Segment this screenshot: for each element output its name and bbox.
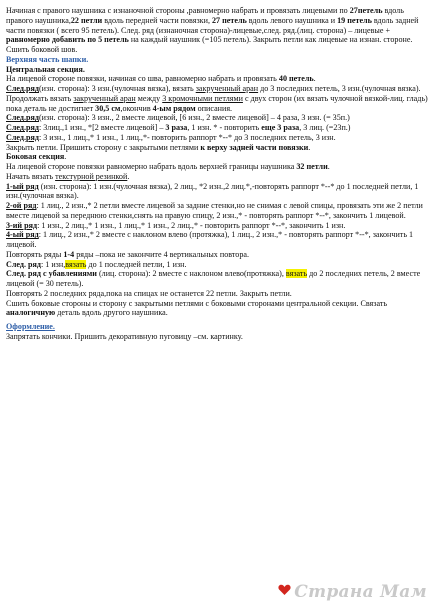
paragraph: [6, 289, 429, 299]
paragraph: [6, 74, 429, 84]
text-run: .: [127, 171, 130, 181]
paragraph: [6, 6, 429, 55]
text-run: 4-ый ряд: [6, 230, 39, 240]
text-run: След. ряд с убавлениями: [6, 269, 97, 279]
text-run: вдоль задней части повязки ( всего 95 петель). След. ряд (изнаночная сторона)-лицевые,след. ряд.(лиц. сторона) – лицевые +: [6, 15, 419, 35]
text-run: Продолжать вязать: [6, 93, 74, 103]
text-run: (изн. сторона): 1 изн.(чулочная вязка), 2 лиц., *2 изн.,2 лиц.*,-повторять раппорт *--* до 1 последней петли, 1 изн.(чулочная вязка).: [6, 181, 419, 201]
paragraph: [6, 182, 429, 202]
text-run: На лицевой стороне повязки, начиная со шва, равномерно набрать и провязать: [6, 74, 279, 84]
text-run: до 2 последних петель, 2 вместе лицевой (= 30 петель).: [6, 269, 421, 288]
text-run: вдоль правого наушника,: [6, 6, 404, 25]
text-run: до 3 последних петель, 3 изн.(чулочная вязка).: [258, 84, 421, 93]
text-run: 3-ий ряд: [6, 220, 38, 230]
text-run: След.ряд: [6, 123, 39, 132]
text-run: .: [313, 74, 316, 84]
text-run: Центральная секция.: [6, 64, 85, 74]
text-run: 3 кромочными петлями: [162, 93, 243, 103]
text-run: к верху задней части повязки: [200, 142, 309, 152]
text-run: Верхняя часть шапки.: [6, 54, 89, 64]
text-run: На лицевой стороне повязки равномерно набрать вдоль верхней границы наушника: [6, 162, 297, 171]
text-run: Начиная с правого наушника с изнаночной стороны ,равномерно набрать и провязать лицевыми по: [6, 6, 350, 15]
text-run: между: [135, 93, 163, 103]
text-run: След.ряд: [6, 84, 39, 93]
text-run: 27петель: [349, 6, 383, 15]
paragraph: [6, 221, 429, 231]
text-run: След. ряд: [6, 259, 41, 269]
text-run: 4-ым рядом: [152, 103, 196, 113]
text-run: : 3лиц.,1 изн., *[2 вместе лицевой] –: [38, 123, 166, 132]
document-body: [6, 6, 429, 342]
text-run: ,окончив: [120, 103, 153, 113]
text-run: 1-ый ряд: [6, 181, 39, 191]
text-run: (лиц. сторона): 2 вместе с наклоном влево(протяжка),: [96, 269, 286, 279]
text-run: : 1 лиц., 2 изн.,* 2 вместе с наклоном влево (протяжка), 1 лиц., 2 изн.,* - повторять раппорт *--*, закончить 1 лицевой.: [6, 230, 414, 249]
text-run: Начать вязать: [6, 171, 56, 181]
text-run: Запрятать кончики. Пришить декоративную пуговицу –см. картинку.: [6, 331, 243, 341]
text-run: (изн. сторона): 3 изн., 2 вместе лицевой, [6 изн., 2 вместе лицевой] – 4 раза, 3 изн. (= 35п.): [38, 113, 350, 123]
text-run: 27 петель: [212, 15, 247, 25]
text-run: 2-ой ряд: [6, 201, 37, 210]
text-run: с двух сторон (их вязать чулочной вязкой-лиц. гладь) пока деталь не достигнет: [6, 93, 428, 113]
paragraph: [6, 84, 429, 94]
text-run: : 3 изн., 1 лиц.,* 1 изн., 1 лиц.,*- повторить раппорт *--* до 3 последних петель, 3 изн.: [38, 132, 336, 142]
text-run: закрученный аран: [195, 84, 259, 93]
section-heading: [6, 322, 429, 332]
text-run: ряды –пока не закончите 4 вертикальных повтора.: [74, 249, 250, 259]
text-run: до 1 последней петли, 1 изн.: [86, 259, 187, 269]
paragraph: [6, 113, 429, 123]
paragraph: [6, 94, 429, 114]
text-run: : 1 изн,: [41, 259, 66, 269]
text-run: 19 петель: [337, 15, 372, 25]
text-run: текстурной резинкой: [55, 171, 128, 181]
section-heading: [6, 55, 429, 65]
text-run: на каждый наушник (=105 петель). Закрыть петли как лицевые на изнан. стороне. Сшить боковой шов.: [6, 35, 413, 54]
text-run: : 1 лиц., 2 изн.,* 2 петли вместе лицевой за задние стенки,но не снимая с левой спицы, провязать эти же 2 петли вместе лицевой за переднюю стенки,снять на правую спицу, 2 изн.,* - повторять раппорт *--*, закончить 1 лицевой.: [6, 201, 423, 220]
text-run: Закрыть петли. Пришить сторону с закрытыми петлями: [6, 142, 201, 152]
text-run: вязать: [285, 269, 308, 279]
text-run: 40 петель: [278, 74, 314, 84]
text-run: 32 петли: [296, 162, 328, 171]
text-run: , 1 изн. * - повторить: [187, 123, 262, 132]
text-run: 22 петли: [70, 15, 103, 25]
paragraph: [6, 250, 429, 260]
text-run: вязать: [65, 259, 87, 269]
heart-icon: [278, 583, 291, 601]
paragraph: [6, 332, 429, 342]
text-run: Повторять 2 последних ряда,пока на спицах не останется 22 петли. Закрыть петли.: [6, 288, 292, 298]
text-run: .: [64, 152, 67, 162]
text-run: Сшить боковые стороны и сторону с закрытыми петлями с боковыми сторонами центральной секции. Связать: [6, 298, 388, 308]
watermark: [278, 580, 427, 604]
text-run: аналогичную: [6, 308, 56, 318]
paragraph: [6, 230, 429, 250]
text-run: вдоль левого наушника и: [246, 15, 338, 25]
paragraph: [6, 65, 429, 75]
paragraph: [6, 299, 429, 319]
text-run: .: [308, 142, 311, 152]
paragraph: [6, 260, 429, 270]
text-run: описания.: [195, 103, 233, 113]
paragraph: [6, 123, 429, 133]
text-run: Повторять ряды: [6, 249, 64, 259]
text-run: равномерно добавить по 5 петель: [6, 35, 129, 45]
paragraph: [6, 143, 429, 153]
text-run: еще 3 раза: [261, 123, 300, 132]
text-run: закрученный аран: [73, 93, 136, 103]
watermark-text: Страна Мам: [294, 582, 427, 602]
paragraph: [6, 201, 429, 221]
paragraph: [6, 162, 429, 172]
text-run: Оформление.: [6, 322, 55, 331]
paragraph: [6, 269, 429, 289]
text-run: 1-4: [63, 249, 75, 259]
text-run: (изн. сторона): 3 изн.(чулочная вязка), вязать: [38, 84, 196, 93]
text-run: След.ряд: [6, 132, 39, 142]
paragraph: [6, 133, 429, 143]
text-run: След.ряд: [6, 113, 39, 123]
text-run: деталь вдоль другого наушника.: [55, 308, 168, 318]
text-run: 3 раза: [165, 123, 188, 132]
paragraph: [6, 152, 429, 162]
text-run: вдоль передней части повязки,: [102, 15, 212, 25]
text-run: : 1 изн., 2 лиц.,* 1 изн., 1 лиц.,* 1 изн., 2 лиц.,* - повторить раппорт *--*, закончить 1 изн.: [37, 220, 346, 230]
paragraph: [6, 172, 429, 182]
text-run: 30,5 см: [95, 103, 121, 113]
text-run: , 3 лиц. (=23п.): [299, 123, 351, 132]
text-run: .: [327, 162, 330, 171]
text-run: Боковая секция: [6, 152, 65, 162]
